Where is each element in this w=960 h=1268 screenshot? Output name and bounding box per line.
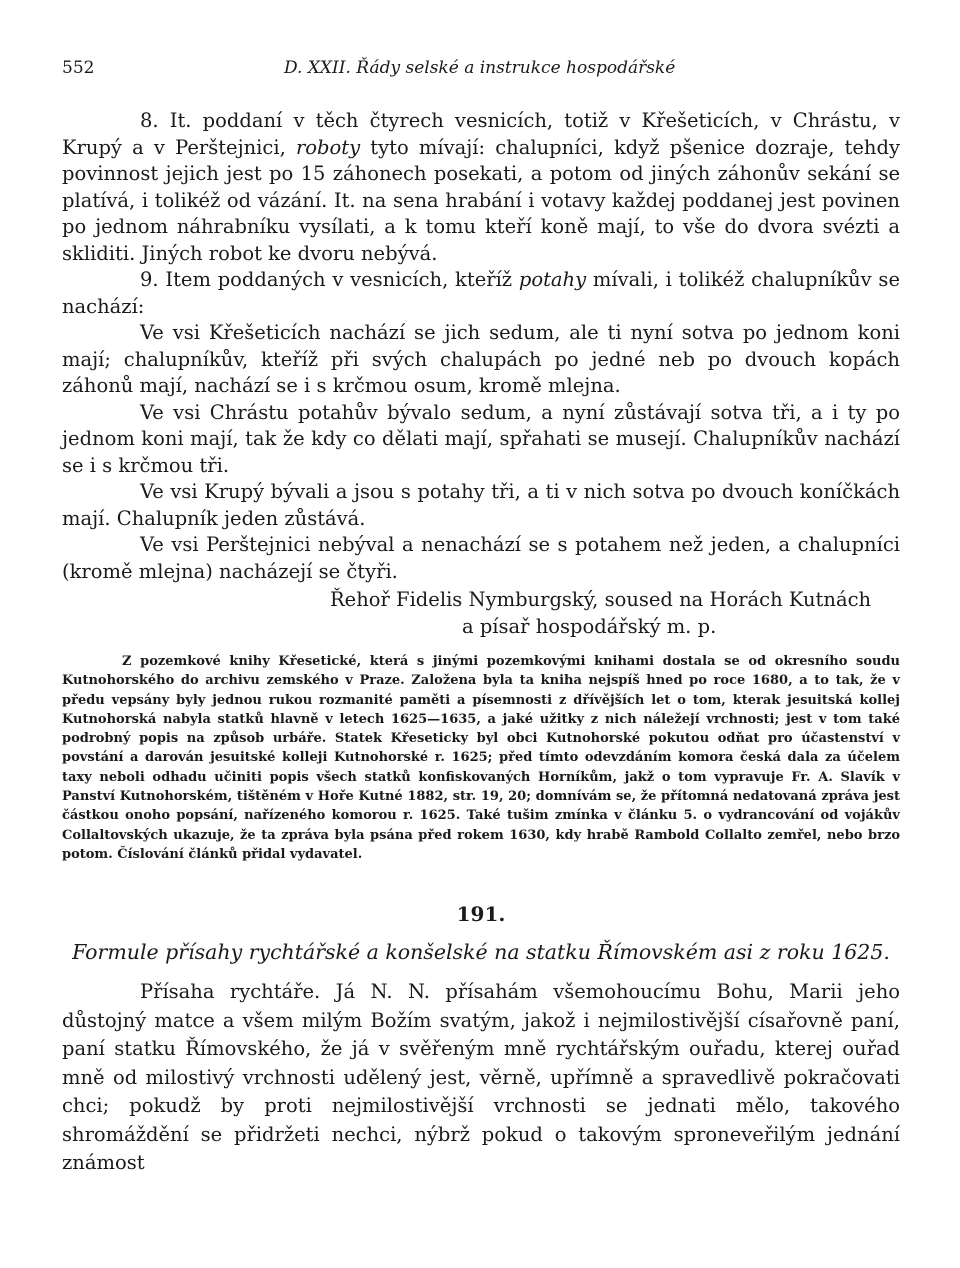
signature-name: Řehoř Fidelis Nymburgský, soused na Horách Kutnách xyxy=(330,588,872,611)
running-title: D. XXII. Řády selské a instrukce hospodářské xyxy=(284,58,676,78)
editorial-note xyxy=(62,652,900,864)
note-text: Z pozemkové knihy Křesetické, která s jinými pozemkovými knihami dostala se od okresního soudu Kutnohorského do archivu zemského v Praze. Založena byla ta kniha nejspíš hned po roce 1680, a to tak, že v předu vepsány byly jednou rukou rozmanité paměti a písemnosti z dřívějších let o tom, kterak jesuitská kollej Kutnohorská nabyla statků hlavně v letech 1625—1635, a jaké užitky z nich náležejí vrchnosti; jest v tom také podrobný popis na způsob urbáře. Statek Křeseticky byl obci Kutnohorské pokutou odňat pro účastenství v povstání a darován jesuitské kolleji Kutnohorské r. 1625; před tímto odevzdáním komora česká dala za účelem taxy neboli odhadu učiniti popis všech statků konfiskovaných Horníkům, jakž o tom vypravuje Fr. A. Slavík v Panství Kutnohorském, tištěném v Hoře Kutné 1882, str. 19, 20; domnívám se, že přítomná nedatovaná zpráva jest částkou onoho popsání, nařízeného komorou r. 1625. Také tušim zmínka v článku 5. o vydrancování od vojákův Collaltovských ukazuje, že ta zpráva byla psána před rokem 1630, kdy hrabě Rambold Collalto zemřel, nebo brzo potom. Číslování článků přidal vydavatel. xyxy=(62,654,900,862)
main-text xyxy=(62,108,900,585)
document-number: 191. xyxy=(456,902,506,927)
signature-title: a písař hospodářský m. p. xyxy=(462,614,717,638)
signature-block xyxy=(62,587,900,640)
oath-text: Přísaha rychtáře. Já N. N. přísahám všemohoucímu Bohu, Marii jeho důstojný matce a všem milým Božím svatým, jakož i nejmilostivější císařovně paní, paní statku Římovského, že já v svěřeným mně rychtářským ouřadu, kterej ouřad mně od milostivý vrchnosti udělený jest, věrně, upřímně a spravedlivě pokračovati chci; pokudž by proti nejmilostivější vrchnosti se jednati mělo, takového shromáždění se přidržeti nechci, nýbrž pokud o takovým sproneveřilým jednání známost xyxy=(62,980,900,1175)
paragraph-perstejnice: Ve vsi Perštejnici nebýval a nenachází se s potahem než jeden, a chalupníci (kromě mlejna) nacházejí se čtyři. xyxy=(62,533,900,583)
page-number: 552 xyxy=(62,58,95,78)
paragraph-article-9: 9. Item poddaných v vesnicích, kteříž potahy mívali, i tolikéž chalupníkův se nachází: xyxy=(62,268,900,318)
paragraph-chrast: Ve vsi Chrástu potahův bývalo sedum, a nyní zůstávají sotva tři, a i ty po jednom koni mají, tak že kdy co dělati mají, spřahati se musejí. Chalupníkův nachází se i s krčmou tři. xyxy=(62,400,900,477)
document-page xyxy=(62,58,900,1178)
running-header xyxy=(62,58,900,88)
italic-term: potahy xyxy=(518,268,587,291)
document-title: Formule přísahy rychtářské a konšelské na statku Římovském asi z roku 1625. xyxy=(72,940,890,965)
italic-term: roboty xyxy=(295,135,361,159)
paragraph-krupa: Ve vsi Krupý bývali a jsou s potahy tři, a ti v nich sotva po dvouch koníčkách mají. Chalupník jeden zůstává. xyxy=(62,480,900,530)
document-body xyxy=(62,978,900,1178)
paragraph-kresetice: Ve vsi Křešeticích nachází se jich sedum, ale ti nyní sotva po jednom koni mají; chalupníkův, kteříž při svých chalupách po jedné neb po dvouch kopách záhonů mají, nachází se i s krčmou osum, kromě mlejna. xyxy=(62,321,900,397)
paragraph-article-8: 8. It. poddaní v těch čtyrech vesnicích, totiž v Křešeticích, v Chrástu, v Krupý a v Perštejnici, roboty tyto mívají: chalupníci, když pšenice dozraje, tehdy povinnost jejich jest po 15 záhonech posekati, a potom od jiných záhonův sekání se platívá, i tolikéž od vázání. It. na sena hrabání i votavy každej poddanej jest povinen po jednom náhrabníku vysílati, a k tomu kteří koně mají, to vše do dvora svézti a skliditi. Jiných robot ke dvoru nebývá. xyxy=(62,109,900,265)
